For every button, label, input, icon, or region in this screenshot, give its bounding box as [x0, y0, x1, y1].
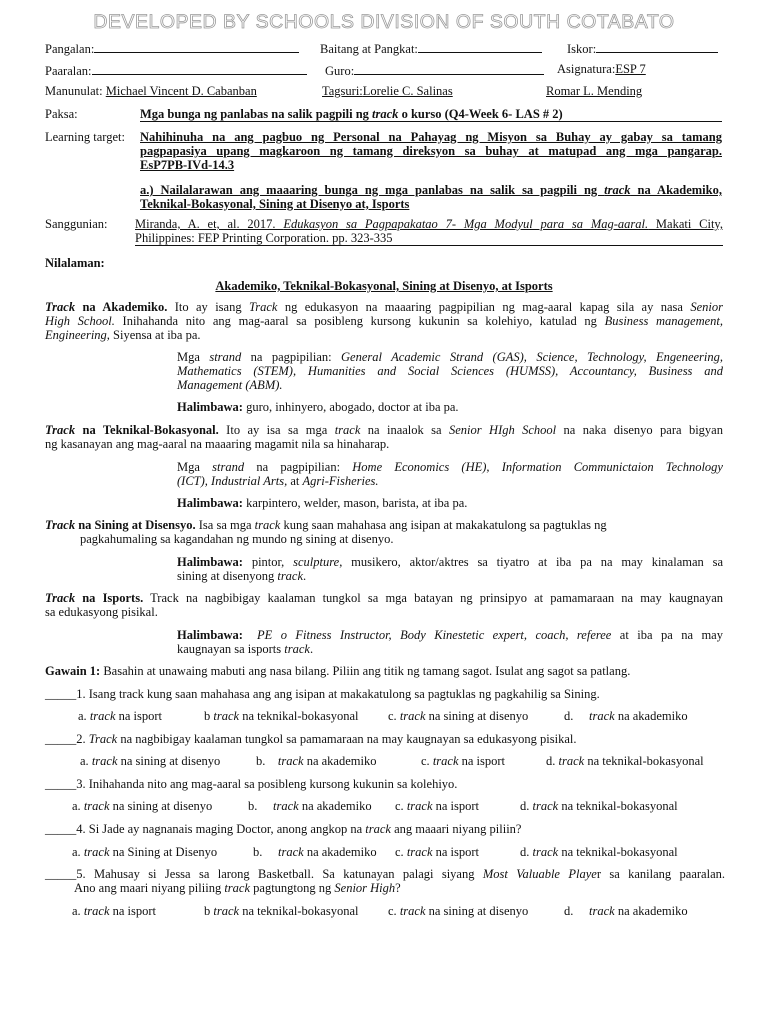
guro-line[interactable]	[354, 62, 544, 75]
is-h5: .	[309, 642, 314, 656]
opt-letter: c.	[388, 709, 397, 723]
is-track: Track	[45, 591, 76, 605]
opt-letter: c.	[395, 845, 404, 859]
sd-h5: track	[277, 569, 304, 583]
option-2d[interactable]	[546, 754, 704, 768]
options-5	[72, 904, 732, 918]
baitang-line[interactable]	[418, 40, 542, 53]
paksa-track: track	[372, 107, 399, 121]
paaralan-label: Paaralan:	[45, 64, 92, 78]
option-1d[interactable]	[564, 709, 688, 723]
is-h-label: Halimbawa:	[177, 628, 243, 642]
opt-track: track	[399, 904, 426, 918]
opt-track: track	[83, 845, 110, 859]
option-3a[interactable]	[72, 799, 212, 813]
gawain-label: Gawain 1:	[45, 664, 101, 678]
ak-t6: Inihahanda nito ang mag-aaral sa posibleng kursong kukunin sa kolehiyo, katulad ng	[114, 314, 605, 328]
answer-blank-3[interactable]: _____	[45, 777, 77, 791]
learning-target-block	[140, 130, 722, 211]
tbs-7: Agri-Fisheries.	[302, 474, 379, 488]
content-heading: Akademiko, Teknikal-Bokasyonal, Sining at Disenyo, at Isports	[215, 279, 553, 293]
question-1-text: 1. Isang track kung saan mahahasa ang ang isipan at makakatulong sa pagtuklas ng pagkahilig sa Sining.	[76, 687, 600, 701]
lt-a1-track: track	[604, 183, 631, 197]
tb-h-text: karpintero, welder, mason, barista, at iba pa.	[242, 496, 468, 510]
iskor-label: Iskor:	[567, 42, 597, 56]
opt-letter: c.	[388, 904, 397, 918]
sd-2: track	[254, 518, 281, 532]
opt-text: na akademiko	[617, 709, 688, 723]
guro-field	[325, 62, 544, 78]
opt-text: na akademiko	[306, 845, 377, 859]
answer-blank-2[interactable]: _____	[45, 732, 77, 746]
tbs-5: (ICT), Industrial Arts,	[177, 474, 288, 488]
lt-line-3: EsP7PB-IVd-14.3	[140, 158, 235, 172]
paaralan-field	[45, 62, 307, 78]
opt-text: na teknikal-bokasyonal	[242, 709, 359, 723]
q5-f: pagtungtong ng	[250, 881, 335, 895]
tb-2: track	[334, 423, 361, 437]
paksa-text-a: Mga bunga ng panlabas na salik pagpili ng	[140, 107, 373, 121]
gawain-instr: Basahin at unawaing mabuti ang nasa bilang. Piliin ang titik ng tamang sagot. Isulat ang sagot sa patlang.	[100, 664, 631, 678]
opt-text: na Sining at Disenyo	[112, 845, 218, 859]
answer-blank-1[interactable]: _____	[45, 687, 77, 701]
tbs-6: at	[287, 474, 303, 488]
sd-3: kung saan mahahasa ang isipan at makakatulong sa pagtuklas ng	[280, 518, 607, 532]
sd-track: Track	[45, 518, 76, 532]
lt-line-1: Nahihinuha na ang pagbuo ng Personal na Pahayag ng Misyon sa Buhay ay gabay sa tamang	[140, 130, 722, 144]
aks-3: na pagpipilian:	[241, 350, 341, 364]
opt-track: track	[91, 754, 118, 768]
option-4b[interactable]	[253, 845, 377, 859]
opt-track: track	[83, 904, 110, 918]
paksa-label: Paksa:	[45, 107, 78, 121]
question-5	[45, 867, 725, 895]
nilalaman-label: Nilalaman:	[45, 256, 105, 270]
option-3b[interactable]	[248, 799, 372, 813]
tekbok-paragraph	[45, 423, 723, 451]
question-3-text: 3. Inihahanda nito ang mag-aaral sa posibleng kursong kukunin sa kolehiyo.	[76, 777, 458, 791]
tb-1: Ito ay isa sa mga	[218, 423, 335, 437]
tb-title: na Teknikal-Bokasyonal.	[75, 423, 219, 437]
sanggunian-label: Sanggunian:	[45, 217, 108, 231]
options-3	[72, 799, 732, 813]
paksa-value	[140, 107, 722, 122]
paaralan-line[interactable]	[92, 62, 307, 75]
opt-text: na teknikal-bokasyonal	[561, 799, 678, 813]
iskor-field	[567, 40, 718, 56]
option-2c[interactable]	[421, 754, 505, 768]
answer-blank-5[interactable]: _____	[45, 867, 77, 881]
opt-text: na isport	[112, 904, 157, 918]
sd-h3: , musikero, aktor/aktres sa tiyatro at iba pa na may kinalaman sa	[339, 555, 723, 569]
sd-h-label: Halimbawa:	[177, 555, 243, 569]
option-4d[interactable]	[520, 845, 678, 859]
opt-track: track	[406, 845, 433, 859]
pangalan-field	[45, 40, 299, 56]
baitang-field	[320, 40, 542, 56]
sang-text-b: Edukasyon sa Pagpapakatao 7- Mga Modyul para sa Mag-aaral.	[283, 217, 649, 231]
q2-a: 2.	[76, 732, 89, 746]
opt-letter: a.	[72, 845, 81, 859]
opt-text: na teknikal-bokasyonal	[242, 904, 359, 918]
ak-track: Track	[45, 300, 76, 314]
ak-t3: ng edukasyon na maaaring pagpipilian ng mag-aaral kapag sila ay nasa	[277, 300, 691, 314]
opt-letter: d.	[520, 845, 530, 859]
ak-t1: Ito ay isang	[167, 300, 249, 314]
opt-letter: a.	[80, 754, 89, 768]
aks-5: Mathematics (STEM), Humanities and Social Sciences (HUMSS), Accountancy, Business and	[177, 364, 723, 378]
opt-letter: a.	[78, 709, 87, 723]
options-4	[72, 845, 732, 859]
q5-g: Senior High	[334, 881, 396, 895]
opt-track: track	[89, 709, 116, 723]
opt-text: na sining at disenyo	[428, 709, 529, 723]
question-3	[45, 777, 457, 791]
tbs-4: Home Economics (HE), Information Communictaion Technology	[352, 460, 723, 474]
pangalan-line[interactable]	[94, 40, 299, 53]
manunulat-label: Manunulat:	[45, 84, 103, 98]
opt-letter: d.	[546, 754, 556, 768]
is-h4: track	[284, 642, 310, 656]
opt-letter: c.	[395, 799, 404, 813]
opt-letter: c.	[421, 754, 430, 768]
opt-letter: a.	[72, 904, 81, 918]
question-4	[45, 822, 521, 836]
opt-letter: b.	[248, 799, 258, 813]
option-5b[interactable]	[204, 904, 358, 918]
opt-text: na teknikal-bokasyonal	[561, 845, 678, 859]
is-1: Track na nagbibigay kaalaman tungkol sa mga batayan ng prinsipyo at pamamaraan na may kaugnayan	[143, 591, 723, 605]
tagsuri-field-2	[546, 84, 722, 98]
question-2	[45, 732, 576, 746]
opt-track: track	[273, 799, 299, 813]
opt-letter: b	[204, 709, 211, 723]
option-3c[interactable]	[395, 799, 479, 813]
lt-line-a1	[140, 183, 722, 197]
opt-track: track	[277, 754, 304, 768]
q5-e: track	[224, 881, 251, 895]
is-title: na Isports.	[75, 591, 144, 605]
option-5d[interactable]	[564, 904, 688, 918]
sanggunian-block	[135, 217, 723, 246]
learning-target-label: Learning target:	[45, 130, 125, 144]
akademiko-halimbawa	[177, 400, 459, 414]
option-4a[interactable]	[72, 845, 217, 859]
pangalan-label: Pangalan:	[45, 42, 95, 56]
sang-line-2: Philippines: FEP Printing Corporation. pp. 323-335	[135, 231, 723, 246]
tbs-1: Mga	[177, 460, 213, 474]
option-5a[interactable]	[72, 904, 156, 918]
tbs-2: strand	[212, 460, 245, 474]
opt-track: track	[589, 904, 615, 918]
banner-title: DEVELOPED BY SCHOOLS DIVISION OF SOUTH COTABATO	[93, 11, 675, 33]
sang-text-c: Makati City,	[648, 217, 723, 231]
option-2a[interactable]	[80, 754, 220, 768]
sd-h4: sining at disenyong	[177, 569, 278, 583]
lt-a1-text-b: na Akademiko,	[630, 183, 722, 197]
tb-3: na inaalok sa	[360, 423, 449, 437]
ak-t9: Siyensa at iba pa.	[109, 328, 201, 342]
sang-text-a: Miranda, A. et, al. 2017.	[135, 217, 284, 231]
q5-a: 5. Mahusay si Jessa sa larong Basketball. Sa katunayan palagi siyang	[76, 867, 483, 881]
sining-paragraph	[45, 518, 723, 546]
ak-title: na Akademiko.	[75, 300, 168, 314]
aks-6: Management (ABM).	[177, 378, 283, 392]
options-1	[78, 709, 728, 723]
opt-track: track	[406, 799, 433, 813]
opt-letter: b	[204, 904, 211, 918]
lt-line-2: pagpapasiya upang magkaroon ng tamang direksyon sa buhay at matupad ang mga pangarap.	[140, 144, 722, 158]
q4-b: track	[365, 822, 391, 836]
asignatura-field	[557, 62, 717, 76]
opt-track: track	[532, 845, 559, 859]
is-h2: at iba pa na may	[611, 628, 723, 642]
sd-title: na Sining at Disensyo.	[75, 518, 196, 532]
aks-2: strand	[209, 350, 242, 364]
opt-letter: a.	[72, 799, 81, 813]
lt-a1-text: a.) Nailalarawan ang maaaring bunga ng mga panlabas na salik sa pagpili ng	[140, 183, 605, 197]
opt-text: na akademiko	[301, 799, 372, 813]
opt-text: na isport	[435, 799, 480, 813]
gawain-instructions	[45, 664, 630, 678]
options-2	[80, 754, 730, 768]
ak-t7: Business management,	[604, 314, 723, 328]
asignatura-value: ESP 7	[615, 62, 646, 76]
aks-1: Mga	[177, 350, 210, 364]
q5-d: Ano ang maari niyang piliing	[74, 881, 225, 895]
option-5c[interactable]	[388, 904, 528, 918]
opt-track: track	[432, 754, 459, 768]
isports-halimbawa	[177, 628, 723, 656]
is-h1: PE o Fitness Instructor, Body Kinestetic expert, coach, referee	[256, 628, 612, 642]
ak-t8: Engineering,	[45, 328, 110, 342]
opt-letter: b.	[256, 754, 266, 768]
akademiko-strand	[177, 350, 723, 392]
opt-letter: d.	[520, 799, 530, 813]
opt-letter: d.	[564, 709, 574, 723]
tagsuri-field	[322, 84, 519, 98]
question-1	[45, 687, 600, 701]
opt-text: na sining at disenyo	[428, 904, 529, 918]
ak-t4: Senior	[690, 300, 723, 314]
opt-track: track	[83, 799, 110, 813]
isports-paragraph	[45, 591, 723, 619]
q5-h: ?	[395, 881, 401, 895]
baitang-label: Baitang at Pangkat:	[320, 42, 418, 56]
sining-halimbawa	[177, 555, 723, 583]
opt-letter: b.	[253, 845, 263, 859]
asignatura-label: Asignatura:	[557, 62, 616, 76]
aks-4: General Academic Strand (GAS), Science, Technology, Engeneering,	[341, 350, 724, 364]
tb-h-label: Halimbawa:	[177, 496, 243, 510]
opt-track: track	[589, 709, 615, 723]
manunulat-field	[45, 84, 302, 98]
opt-text: na isport	[118, 709, 163, 723]
answer-blank-4[interactable]: _____	[45, 822, 77, 836]
opt-text: na isport	[461, 754, 506, 768]
guro-label: Guro:	[325, 64, 355, 78]
opt-track: track	[399, 709, 426, 723]
tb-6: ng kasanayan ang mag-aaral na maaaring magamit nila sa hinaharap.	[45, 437, 390, 451]
option-4c[interactable]	[395, 845, 479, 859]
tbs-3: na pagpipilian:	[244, 460, 353, 474]
opt-track: track	[532, 799, 559, 813]
q5-c: r sa kanilang paaralan.	[596, 867, 725, 881]
option-1c[interactable]	[388, 709, 528, 723]
opt-track: track	[278, 845, 304, 859]
q2-c: na nagbibigay kaalaman tungkol sa pamamaraan na may kaugnayan sa edukasyong pisikal.	[117, 732, 577, 746]
opt-text: na teknikal-bokasyonal	[587, 754, 704, 768]
opt-text: na sining at disenyo	[120, 754, 221, 768]
option-3d[interactable]	[520, 799, 678, 813]
ak-h-label: Halimbawa:	[177, 400, 243, 414]
opt-track: track	[213, 709, 240, 723]
is-h3: kaugnayan sa isports	[177, 642, 285, 656]
sd-h2: sculpture	[293, 555, 340, 569]
sd-h1: pintor,	[242, 555, 294, 569]
ak-h-text: guro, inhinyero, abogado, doctor at iba pa.	[242, 400, 459, 414]
lt-line-a2: Teknikal-Bokasyonal, Sining at Disenyo at, Isports	[140, 197, 410, 211]
opt-text: na akademiko	[617, 904, 688, 918]
option-2b[interactable]	[256, 754, 376, 768]
tb-5: na naka disenyo para bigyan	[556, 423, 723, 437]
q2-b: Track	[88, 732, 118, 746]
iskor-line[interactable]	[596, 40, 718, 53]
manunulat-value: Michael Vincent D. Cabanban	[105, 84, 257, 98]
tagsuri-label: Tagsuri:	[322, 84, 363, 98]
tb-track: Track	[45, 423, 76, 437]
tekbok-strand	[177, 460, 723, 488]
opt-letter: d.	[564, 904, 574, 918]
q5-b: Most Valuable Playe	[482, 867, 597, 881]
tagsuri-value: Lorelie C. Salinas	[362, 84, 453, 98]
opt-track: track	[213, 904, 240, 918]
tekbok-halimbawa	[177, 496, 467, 510]
sd-1: Isa sa mga	[195, 518, 255, 532]
q4-c: ang maaari niyang piliin?	[390, 822, 522, 836]
tb-4: Senior HIgh School	[449, 423, 557, 437]
option-1b[interactable]	[204, 709, 358, 723]
is-2: sa edukasyong pisikal.	[45, 605, 158, 619]
opt-text: na sining at disenyo	[112, 799, 213, 813]
opt-text: na isport	[435, 845, 480, 859]
akademiko-paragraph	[45, 300, 723, 342]
opt-track: track	[558, 754, 585, 768]
ak-t2: Track	[248, 300, 278, 314]
q4-a: 4. Si Jade ay nagnanais maging Doctor, anong angkop na	[76, 822, 366, 836]
paksa-text-b: o kurso (Q4-Week 6- LAS # 2)	[398, 107, 563, 121]
tagsuri-value-2: Romar L. Mending	[546, 84, 643, 98]
option-1a[interactable]	[78, 709, 162, 723]
sang-line-1	[135, 217, 723, 231]
sd-h6: .	[303, 569, 307, 583]
sd-4: pagkahumaling sa kagandahan ng mundo ng sining at disenyo.	[80, 532, 394, 546]
ak-t5: High School.	[45, 314, 115, 328]
opt-text: na akademiko	[306, 754, 377, 768]
